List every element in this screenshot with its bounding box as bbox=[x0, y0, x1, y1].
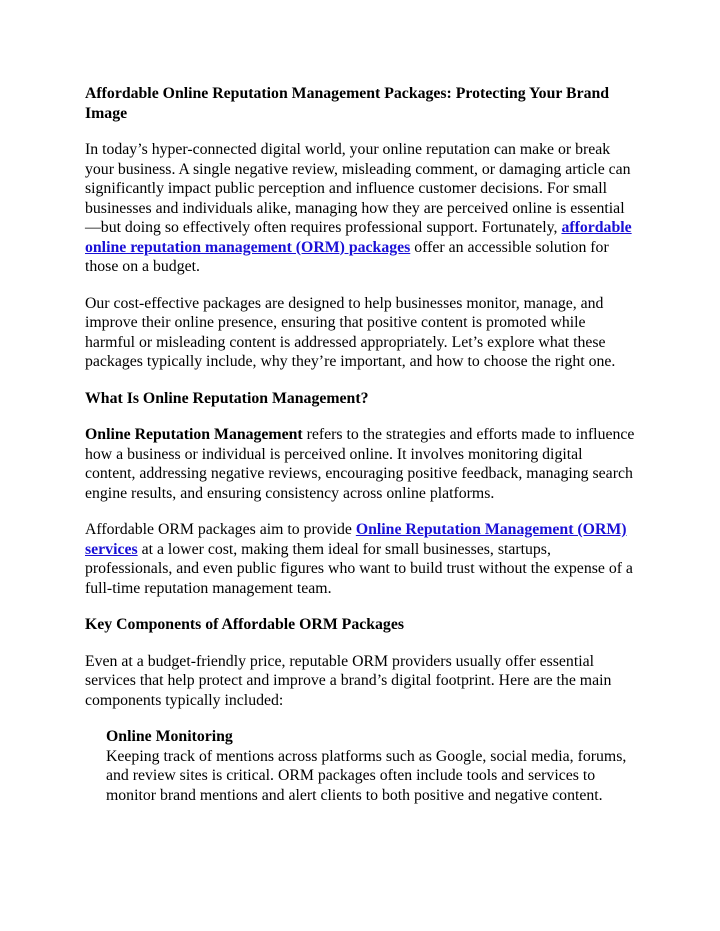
heading-key-components: Key Components of Affordable ORM Packages bbox=[85, 616, 404, 633]
intro-text-before-link: In today’s hyper-connected digital world, your online reputation can make or break your business. A single negative review, misleading comment, or damaging article can significantly impact public perception and influence customer decisions. For small businesses and individuals alike, managing how they are perceived online is essential—but doing so effectively often requires professional support. Fortunately, bbox=[85, 141, 631, 236]
services-text-after-link: at a lower cost, making them ideal for small businesses, startups, professionals, and even public figures who want to build trust without the expense of a full-time reputation management team. bbox=[85, 540, 633, 597]
orm-packages-link[interactable]: affordable online reputation management (ORM) packages bbox=[85, 219, 632, 256]
component-text: Keeping track of mentions across platforms such as Google, social media, forums, and review sites is critical. ORM packages often include tools and services to monitor brand mentions and alert clients to both positive and negative content. bbox=[106, 747, 627, 804]
services-text-before-link: Affordable ORM packages aim to provide bbox=[85, 521, 356, 538]
definition-paragraph bbox=[85, 425, 636, 503]
component-heading: Online Monitoring bbox=[106, 728, 233, 745]
components-intro-paragraph: Even at a budget-friendly price, reputable ORM providers usually offer essential services that help protect and improve a brand’s digital footprint. Here are the main components typically included: bbox=[85, 652, 612, 709]
component-online-monitoring bbox=[106, 727, 636, 805]
services-paragraph bbox=[85, 520, 636, 598]
packages-paragraph: Our cost-effective packages are designed to help businesses monitor, manage, and improve their online presence, ensuring that positive content is promoted while harmful or misleading content is addressed appropriately. Let’s explore what these packages typically include, why they’re important, and how to choose the right one. bbox=[85, 294, 616, 370]
heading-what-is-orm: What Is Online Reputation Management? bbox=[85, 389, 369, 407]
orm-services-link[interactable]: Online Reputation Management (ORM) services bbox=[85, 521, 627, 558]
document-title: Affordable Online Reputation Management Packages: Protecting Your Brand Image bbox=[85, 85, 610, 122]
intro-paragraph bbox=[85, 140, 636, 277]
intro-text-after-link: offer an accessible solution for those on a budget. bbox=[85, 238, 609, 275]
definition-text: refers to the strategies and efforts made to influence how a business or individual is perceived online. It involves monitoring digital content, addressing negative reviews, encouraging positive feedback, managing search engine results, and ensuring consistency across online platforms. bbox=[85, 426, 635, 502]
definition-term: Online Reputation Management bbox=[85, 426, 303, 443]
